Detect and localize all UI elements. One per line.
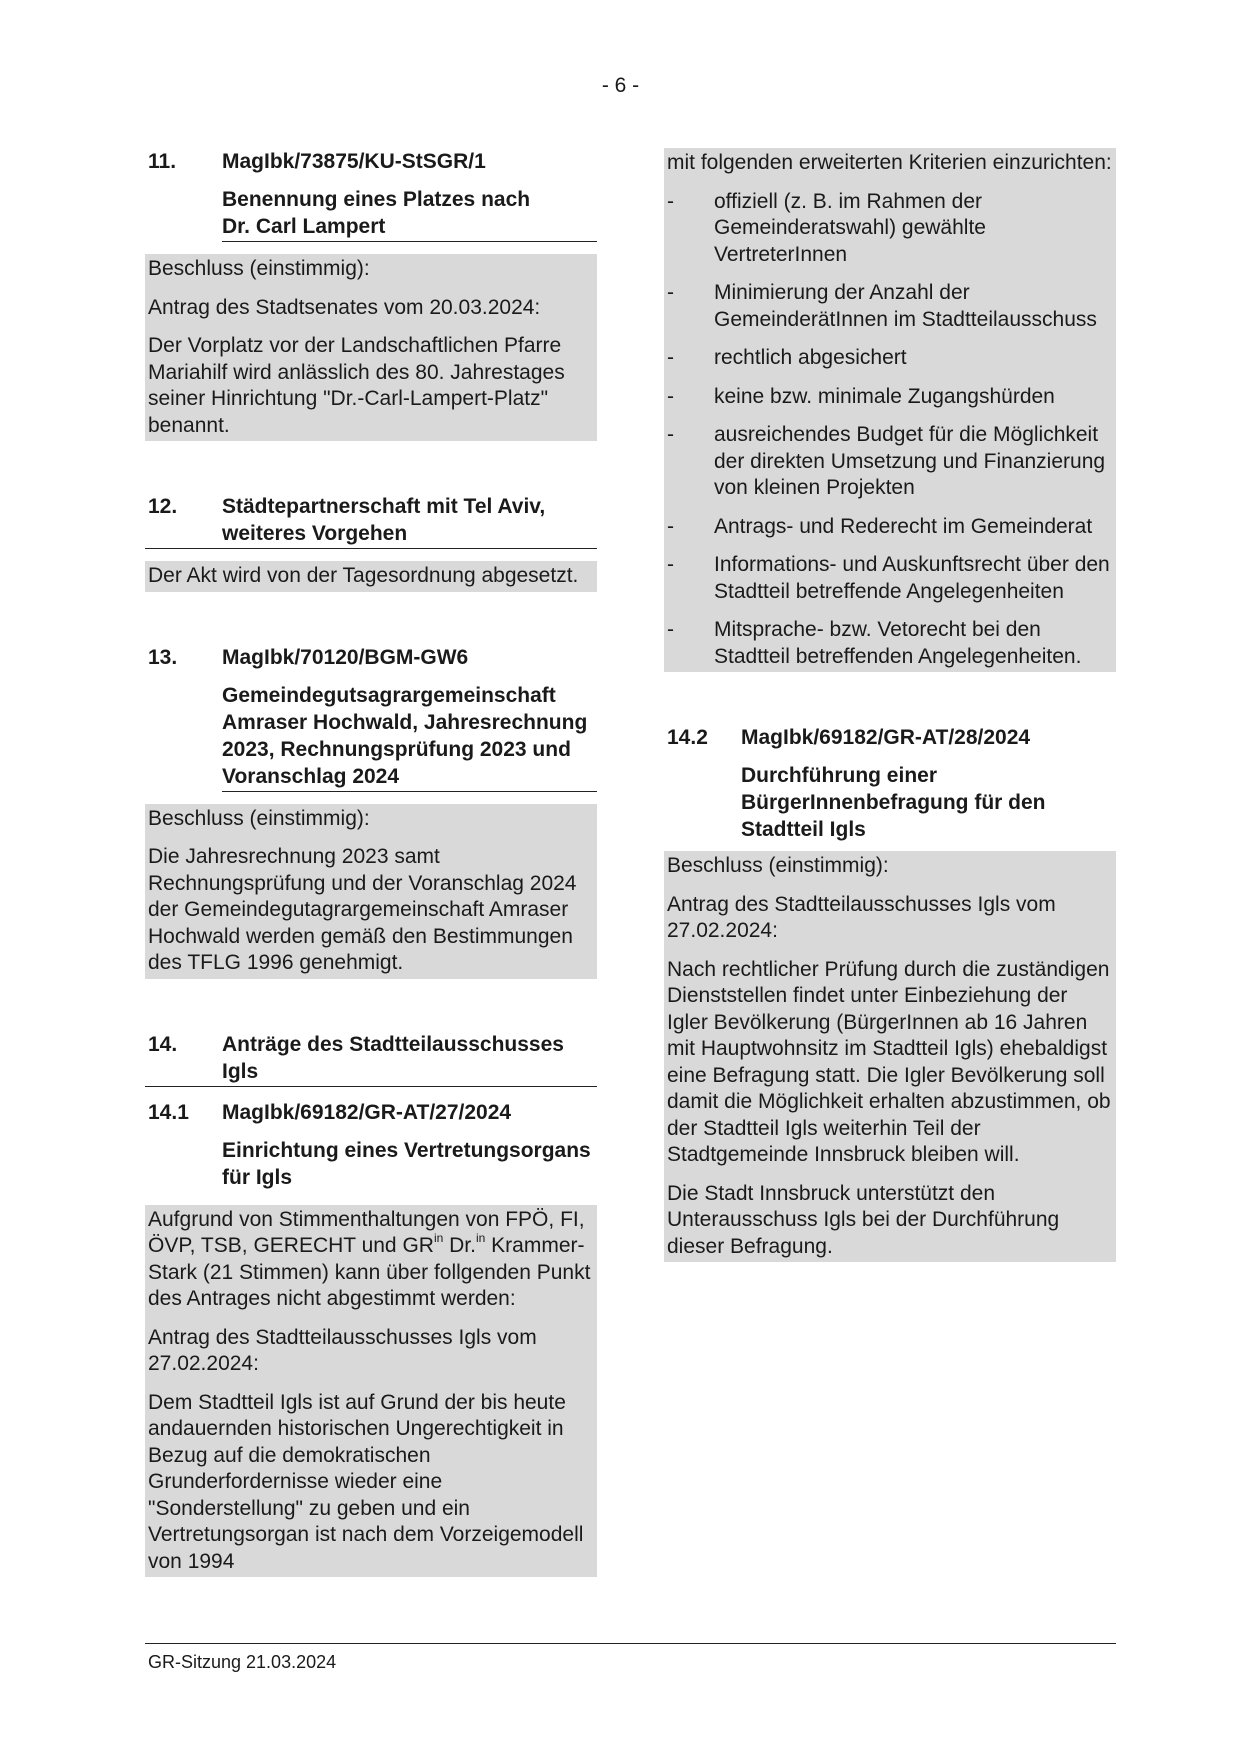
list-item: - Mitsprache- bzw. Vetorecht bei den Stadtteil betreffenden Angelegenheiten. [667, 618, 1082, 668]
agenda-item-11 [145, 148, 597, 441]
resolution-text: Die Jahresrechnung 2023 samt Rechnungsprüfung und der Voranschlag 2024 der Gemeindegutagrargemeinschaft Amraser Hochwald werden gemäß den Bestimmungen des TFLG 1996 genehmigt. [148, 845, 577, 974]
continuation-text: mit folgenden erweiterten Kriterien einzurichten: [667, 151, 1112, 174]
item-title: Städtepartnerschaft mit Tel Aviv, weiteres Vorgehen [222, 495, 546, 545]
item-number: 11. [148, 150, 177, 173]
agenda-item-14 [145, 1031, 597, 1087]
item-reference: MagIbk/69182/GR-AT/27/2024 [222, 1100, 512, 1124]
criteria-box [664, 148, 1116, 672]
resolution-label: Beschluss (einstimmig): [148, 806, 370, 830]
list-item: - rechtlich abgesichert [667, 346, 907, 369]
page-number: - 6 - [601, 74, 640, 97]
vote-note: Aufgrund von Stimmenthaltungen von FPÖ, FI, ÖVP, TSB, GERECHT und $GR^{in}$ Dr.$^{in}$ Krammer-Stark (21 Stimmen) kann über follgenden Punkt des Antrages nicht abgestimmt werden: [148, 1207, 591, 1310]
list-item: - Minimierung der Anzahl der GemeinderätInnen im Stadtteilausschuss [667, 281, 1097, 331]
list-item: - Antrags- und Rederecht im Gemeinderat [667, 514, 1093, 538]
list-item: - keine bzw. minimale Zugangshürden [667, 384, 1055, 408]
resolution-box [145, 804, 597, 979]
resolution-box [145, 254, 597, 441]
resolution-box [664, 851, 1116, 1262]
resolution-label: Beschluss (einstimmig): [148, 257, 370, 280]
item-number: 12. [148, 495, 178, 518]
agenda-item-13 [145, 644, 597, 979]
agenda-item-14-1 [145, 1099, 597, 1578]
resolution-text: Der Vorplatz vor der Landschaftlichen Pfarre Mariahilf wird anlässlich des 80. Jahrestages seiner Hinrichtung "Dr.-Carl-Lampert-Platz" benannt. [148, 334, 565, 437]
motion-source: Antrag des Stadtteilausschusses Igls vom 27.02.2024: [148, 1325, 537, 1375]
resolution-label: Beschluss (einstimmig): [667, 854, 889, 877]
resolution-text-2: Die Stadt Innsbruck unterstützt den Unterausschuss Igls bei der Durchführung dieser Befragung. [667, 1181, 1060, 1258]
item-number: 14. [148, 1032, 178, 1056]
item-number: 13. [148, 645, 178, 669]
item-title: Anträge des Stadtteilausschusses Igls [222, 1032, 564, 1083]
item-title: Benennung eines Platzes nach Dr. Carl Lampert [222, 186, 597, 242]
item-reference: MagIbk/69182/GR-AT/28/2024 [741, 726, 1031, 749]
agenda-item-14-2 [664, 724, 1116, 1262]
list-item: - offiziell (z. B. im Rahmen der Gemeinderatswahl) gewählte VertreterInnen [667, 189, 986, 266]
page-footer [145, 1643, 1116, 1673]
motion-text: Dem Stadtteil Igls ist auf Grund der bis heute andauernden historischen Ungerechtigkeit in Bezug auf die demokratischen Grunderfordernisse wieder eine "Sonderstellung" zu geben und ein Vertretungsorgan ist nach dem Vorzeigemodell von 1994 [148, 1390, 584, 1573]
item-reference: MagIbk/73875/KU-StSGR/1 [222, 150, 486, 173]
resolution-text: Nach rechtlicher Prüfung durch die zuständigen Dienststellen findet unter Einbeziehung der Igler Bevölkerung (BürgerInnen ab 16 Jahren mit Hauptwohnsitz im Stadtteil Igls) ehebaldigst eine Befragung statt. Die Igler Bevölkerung soll damit die Möglichkeit erhalten abzustimmen, ob der Stadtteil Igls weiterhin Teil der Stadtgemeinde Innsbruck bleiben will. [667, 957, 1111, 1166]
item-number: 14.1 [148, 1100, 189, 1124]
motion-source: Antrag des Stadtsenates vom 20.03.2024: [148, 295, 541, 319]
footer-text: GR-Sitzung 21.03.2024 [148, 1652, 337, 1672]
resolution-box [145, 561, 597, 592]
right-column [664, 148, 1116, 1262]
list-item: - ausreichendes Budget für die Möglichkeit der direkten Umsetzung und Finanzierung von kleinen Projekten [667, 423, 1106, 499]
item-title: Gemeindegutsagrargemeinschaft Amraser Hochwald, Jahresrechnung 2023, Rechnungsprüfung 2023 und Voranschlag 2024 [222, 682, 597, 792]
item-title: Einrichtung eines Vertretungsorgans für Igls [222, 1138, 591, 1189]
item-reference: MagIbk/70120/BGM-GW6 [222, 645, 469, 669]
list-item: - Informations- und Auskunftsrecht über den Stadtteil betreffende Angelegenheiten [667, 553, 1110, 603]
resolution-text: Der Akt wird von der Tagesordnung abgesetzt. [148, 564, 579, 587]
motion-source: Antrag des Stadtteilausschusses Igls vom 27.02.2024: [667, 892, 1056, 942]
item-title: Durchführung einer BürgerInnenbefragung für den Stadtteil Igls [741, 764, 1046, 841]
resolution-box [145, 1205, 597, 1578]
item-number: 14.2 [667, 726, 708, 749]
agenda-item-12 [145, 493, 597, 592]
left-column [145, 148, 597, 1577]
